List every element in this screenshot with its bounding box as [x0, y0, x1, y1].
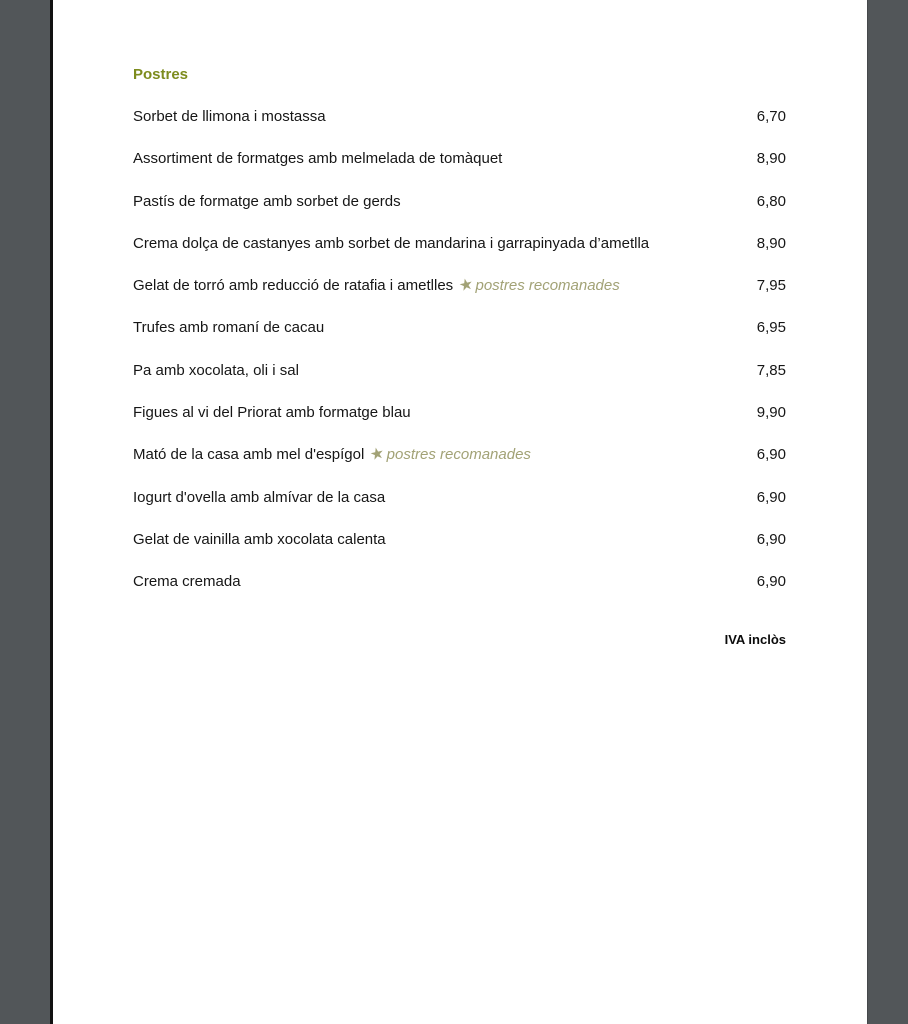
item-name-group: [133, 488, 385, 507]
item-price: 6,90: [756, 446, 786, 464]
item-name: Trufes amb romaní de cacau: [133, 319, 325, 337]
item-name: Crema cremada: [133, 573, 241, 591]
menu-item-row: [133, 488, 786, 530]
star-icon: ★: [368, 445, 387, 465]
menu-item-row: [133, 276, 786, 318]
item-price: 6,95: [756, 319, 786, 337]
item-price: 8,90: [756, 234, 786, 252]
item-name-group: [133, 149, 502, 168]
item-price: 6,80: [756, 192, 786, 210]
menu-item-row: [133, 361, 786, 403]
recommended-label: postres recomanades: [475, 277, 620, 295]
menu-content: [53, 65, 867, 647]
item-name-group: [133, 361, 299, 380]
item-name-group: [133, 445, 531, 464]
menu-item-row: [133, 403, 786, 445]
item-name-group: [133, 530, 386, 549]
vat-included-note: IVA inclòs: [724, 631, 786, 647]
item-name: Figues al vi del Priorat amb formatge blau: [133, 404, 411, 422]
item-name: Gelat de torró amb reducció de ratafia i ametlles: [133, 277, 454, 295]
menu-item-row: [133, 149, 786, 191]
menu-item-row: [133, 318, 786, 360]
item-name: Pa amb xocolata, oli i sal: [133, 361, 299, 379]
item-name: Pastís de formatge amb sorbet de gerds: [133, 192, 401, 210]
item-name-group: [133, 234, 649, 253]
menu-item-row: [133, 107, 786, 149]
recommended-label: postres recomanades: [386, 446, 531, 464]
menu-item-row: [133, 234, 786, 276]
item-name: Sorbet de llimona i mostassa: [133, 108, 326, 125]
item-name: Assortiment de formatges amb melmelada de tomàquet: [133, 150, 503, 168]
item-price: 6,90: [756, 488, 786, 506]
section-title: Postres: [133, 66, 189, 83]
item-name-group: [133, 192, 401, 211]
item-price: 6,90: [756, 530, 786, 548]
star-icon: ★: [457, 275, 476, 296]
recommended-tag: [453, 277, 620, 294]
menu-item-row: [133, 445, 786, 487]
item-name: Crema dolça de castanyes amb sorbet de mandarina i garrapinyada d’ametlla: [133, 234, 650, 252]
item-price: 9,90: [756, 404, 786, 422]
item-name-group: [133, 276, 620, 295]
menu-item-row: [133, 192, 786, 234]
menu-item-row: [133, 572, 786, 614]
menu-item-row: [133, 530, 786, 572]
item-name: Iogurt d'ovella amb almívar de la casa: [133, 488, 386, 506]
item-price: 7,95: [756, 277, 786, 295]
menu-page: [50, 0, 868, 1024]
item-price: 6,90: [756, 573, 786, 591]
item-price: 6,70: [756, 108, 786, 125]
item-price: 7,85: [756, 361, 786, 379]
item-name-group: [133, 107, 326, 126]
item-name-group: [133, 403, 411, 422]
menu-list: [133, 107, 786, 615]
item-name: Mató de la casa amb mel d'espígol: [133, 446, 365, 464]
recommended-tag: [364, 446, 531, 463]
item-name-group: [133, 318, 324, 337]
item-price: 8,90: [756, 150, 786, 168]
item-name: Gelat de vainilla amb xocolata calenta: [133, 530, 386, 548]
item-name-group: [133, 572, 241, 591]
